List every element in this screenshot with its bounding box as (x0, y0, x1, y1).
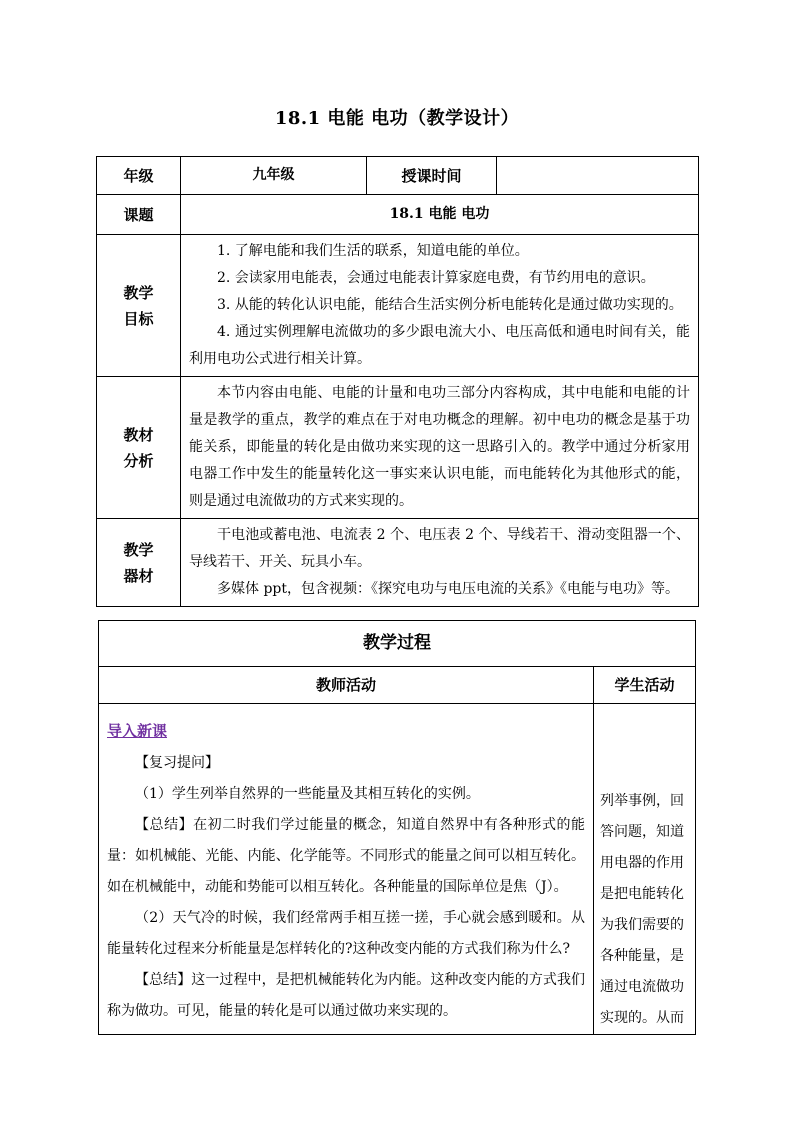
topic-label: 课题 (97, 195, 181, 235)
review-heading: 【复习提问】 (135, 755, 219, 771)
teaching-process-table (98, 620, 696, 1035)
objective-item: 3. 从能的转化认识电能，能结合生活实例分析电能转化是通过做功实现的。 (217, 297, 683, 313)
process-heading: 教学过程 (99, 621, 696, 667)
grade-value: 九年级 (181, 157, 367, 195)
section-link-intro[interactable]: 导入新课 (107, 722, 168, 740)
equipment-line: 干电池或蓄电池、电流表 2 个、电压表 2 个、导线若干、滑动变阻器一个、导线若干、开关、玩具小车。 (189, 527, 690, 570)
summary-2-text: 这一过程中，是把机械能转化为内能。这种改变内能的方式我们称为做功。可见，能量的转化是可以通过做功来实现的。 (107, 972, 586, 1019)
topic-value: 18.1 电能 电功 (181, 195, 699, 235)
equipment-line: 多媒体 ppt，包含视频：《探究电功与电压电流的关系》《电能与电功》等。 (217, 581, 679, 597)
document-title: 18.1 电能 电功（教学设计） (274, 108, 520, 129)
objectives-label-line2: 目标 (123, 309, 154, 328)
equipment-content (181, 519, 699, 607)
question-2: （2）天气冷的时候，我们经常两手相互搓一搓，手心就会感到暖和。从能量转化过程来分析能量是怎样转化的?这种改变内能的方式我们称为什么? (107, 910, 585, 957)
time-value (497, 157, 699, 195)
student-activity-content: 列举事例，回答问题，知道用电器的作用是把电能转化为我们需要的各种能量，是通过电流做功实现的。从而 (594, 704, 696, 1035)
teacher-activity-header: 教师活动 (99, 667, 594, 704)
summary-1 (107, 810, 585, 903)
question-1: （1）学生列举自然界的一些能量及其相互转化的实例。 (135, 786, 480, 802)
objective-item: 4. 通过实例理解电流做功的多少跟电流大小、电压高低和通电时间有关，能利用电功公式进行相关计算。 (189, 324, 690, 367)
equipment-label-line2: 器材 (123, 566, 154, 585)
summary-2 (107, 965, 585, 1027)
objectives-content (181, 235, 699, 377)
summary-2-tag: 【总结】 (135, 972, 192, 988)
teacher-activity-content (99, 704, 594, 1035)
analysis-label-line2: 分析 (123, 451, 154, 470)
analysis-content (181, 377, 699, 519)
analysis-label (97, 377, 181, 519)
time-label: 授课时间 (367, 157, 497, 195)
equipment-label-line1: 教学 (123, 540, 154, 559)
objectives-label (97, 235, 181, 377)
objectives-label-line1: 教学 (123, 283, 154, 302)
summary-1-tag: 【总结】 (135, 817, 194, 833)
summary-1-text: 在初二时我们学过能量的概念，知道自然界中有各种形式的能量：如机械能、光能、内能、化学能等。不同形式的能量之间可以相互转化。如在机械能中，动能和势能可以相互转化。各种能量的国际单位是焦（J）。 (107, 817, 586, 895)
lesson-info-table (96, 156, 699, 607)
analysis-text: 本节内容由电能、电能的计量和电功三部分内容构成，其中电能和电能的计量是教学的重点，教学的难点在于对电功概念的理解。初中电功的概念是基于功能关系，即能量的转化是由做功来实现的这一思路引入的。教学中通过分析家用电器工作中发生的能量转化这一事实来认识电能，而电能转化为其他形式的能，则是通过电流做功的方式来实现的。 (189, 385, 690, 509)
equipment-label (97, 519, 181, 607)
grade-label: 年级 (97, 157, 181, 195)
objective-item: 2. 会读家用电能表，会通过电能表计算家庭电费，有节约用电的意识。 (217, 270, 655, 286)
objective-item: 1. 了解电能和我们生活的联系，知道电能的单位。 (217, 243, 529, 259)
analysis-label-line1: 教材 (123, 425, 154, 444)
student-activity-header: 学生活动 (594, 667, 696, 704)
